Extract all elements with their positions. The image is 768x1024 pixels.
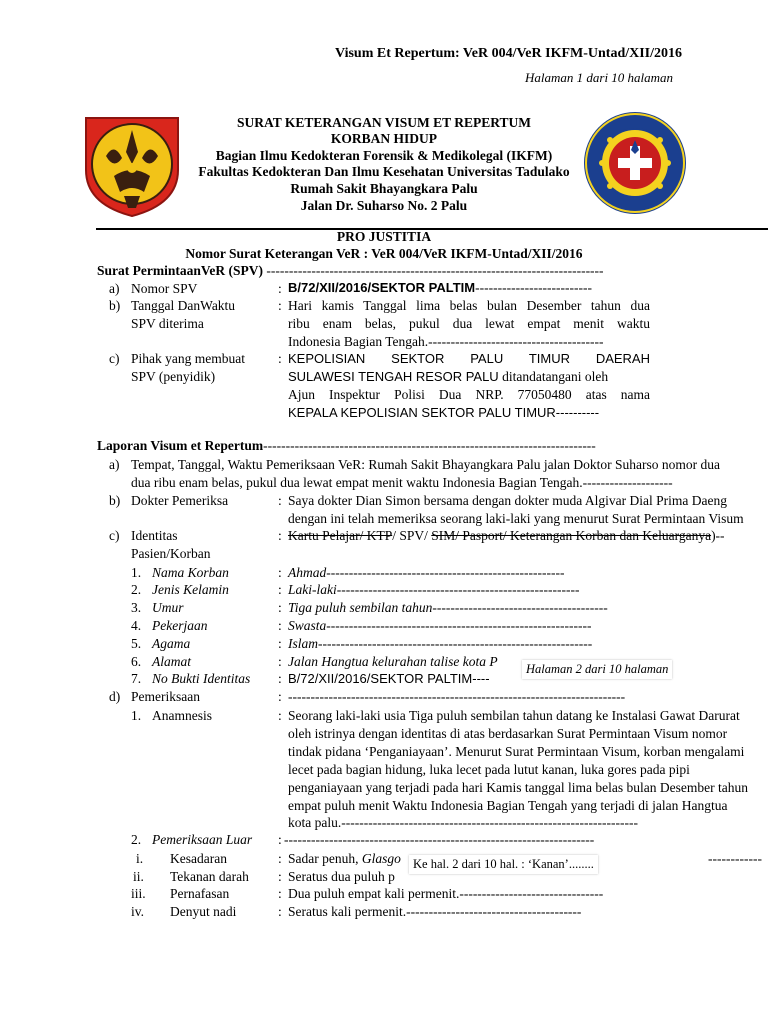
lap-a-line2: dua ribu enam belas, pukul dua lewat empat menit waktu Indonesia Bagian Tengah.-------------------- <box>131 475 673 490</box>
vital-num: iv. <box>131 904 144 919</box>
anamnesis-line: lecet pada bagian hidung, luka lecet pada lutut kanan, luka gores pada pipi <box>288 762 690 777</box>
lap-c-label2: Pasien/Korban <box>131 546 211 561</box>
id-num: 4. <box>131 618 142 633</box>
anamnesis-line: Seorang laki-laki usia Tiga puluh sembilan tahun datang ke Instalasi Gawat Darurat <box>288 708 740 723</box>
id-value-nama: Ahmad----------------------------------------------------- <box>288 565 565 580</box>
lap-b-label: Dokter Pemeriksa <box>131 493 229 508</box>
anamnesis-num: 1. <box>131 708 142 723</box>
lap-a-marker: a) <box>109 457 120 472</box>
lap-b-marker: b) <box>109 493 121 508</box>
sep: : <box>278 904 282 919</box>
title-line6: Jalan Dr. Suharso No. 2 Palu <box>300 198 468 213</box>
sep: : <box>278 298 282 313</box>
vital-trailing-dashes: ------------ <box>708 851 762 866</box>
lap-d-marker: d) <box>109 689 121 704</box>
anamnesis-line: kota palu.------------------------------------------------------------------ <box>288 815 638 830</box>
visum-id: Visum Et Repertum: VeR 004/VeR IKFM-Untad/XII/2016 <box>335 46 683 61</box>
sep: : <box>278 600 282 615</box>
vital-num: ii. <box>133 869 144 884</box>
sep: : <box>278 851 282 866</box>
spv-b-label2: SPV diterima <box>131 316 204 331</box>
vital-value-tekanan: Seratus dua puluh p <box>288 869 395 884</box>
spv-a-value: B/72/XII/2016/SEKTOR PALTIM-------------------------- <box>288 280 593 295</box>
id-num: 3. <box>131 600 142 615</box>
title-line5: Rumah Sakit Bhayangkara Palu <box>290 181 478 196</box>
id-value-jenis: Laki-laki------------------------------------------------------ <box>288 582 580 597</box>
spv-b-line3: Indonesia Bagian Tengah.--------------------------------------- <box>288 334 604 349</box>
vital-label-nadi: Denyut nadi <box>170 904 237 919</box>
spv-b-line1: Hari kamis Tanggal lima belas bulan Desember tahun dua <box>288 298 650 313</box>
spv-b-label1: Tanggal DanWaktu <box>131 298 236 313</box>
lap-d-label: Pemeriksaan <box>131 689 200 704</box>
spv-c-line1: KEPOLISIAN SEKTOR PALU TIMUR DAERAH <box>288 351 650 366</box>
sep: : <box>278 869 282 884</box>
lap-c-marker: c) <box>109 528 120 543</box>
sep: : <box>278 528 282 543</box>
laporan-heading: Laporan Visum et Repertum-------------------------------------------------------------------------- <box>97 438 596 453</box>
sep: : <box>278 636 282 651</box>
lap-b-line1: Saya dokter Dian Simon bersama dengan dokter muda Algivar Dial Prima Daeng <box>288 493 728 508</box>
sep: : <box>278 708 282 723</box>
ref-tooltip: Ke hal. 2 dari 10 hal. : ‘Kanan’........ <box>409 855 598 874</box>
anamnesis-line: empat puluh menit Waktu Indonesia Bagian Tengah yang terjadi di jalan Hangtua <box>288 798 728 813</box>
id-label-bukti: No Bukti Identitas <box>152 671 251 686</box>
sep: : <box>278 832 282 847</box>
spv-c-label1: Pihak yang membuat <box>131 351 245 366</box>
anamnesis-line: oleh istrinya dengan identitas di atas berdasarkan Surat Permintaan Visum nomor <box>288 726 728 741</box>
lap-d-dashes: --------------------------------------------------------------------------- <box>288 689 626 704</box>
id-label-pekerjaan: Pekerjaan <box>152 618 208 633</box>
nomor-surat: Nomor Surat Keterangan VeR : VeR 004/VeR IKFM-Untad/XII/2016 <box>185 246 583 261</box>
vital-label-kesadaran: Kesadaran <box>170 851 227 866</box>
id-label-umur: Umur <box>152 600 184 615</box>
spv-heading: Surat PermintaanVeR (SPV) --------------------------------------------------------------------------- <box>97 263 604 278</box>
id-label-jenis: Jenis Kelamin <box>152 582 229 597</box>
title-line2: KORBAN HIDUP <box>330 131 438 146</box>
vital-value-kesadaran: Sadar penuh, Glasgo <box>288 851 401 866</box>
luar-dashes: --------------------------------------------------------------------- <box>284 832 595 847</box>
sep: : <box>278 582 282 597</box>
luar-label: Pemeriksaan Luar <box>152 832 253 847</box>
spv-b-line2: ribu enam belas, pukul dua lewat empat menit waktu <box>288 316 650 331</box>
spv-a-marker: a) <box>109 281 120 296</box>
pro-justitia: PRO JUSTITIA <box>336 229 432 244</box>
spv-c-line3: Ajun Inspektur Polisi Dua NRP. 77050480 atas nama <box>288 387 650 402</box>
anamnesis-line: tindak pidana ‘Penganiayaan’. Menurut Surat Permintaan Visum, korban mengalami <box>288 744 745 759</box>
id-label-alamat: Alamat <box>152 654 191 669</box>
sep: : <box>278 689 282 704</box>
id-value-bukti: B/72/XII/2016/SEKTOR PALTIM---- <box>288 671 490 686</box>
spv-c-line2: SULAWESI TENGAH RESOR PALU ditandatangani oleh <box>288 369 609 384</box>
sep: : <box>278 886 282 901</box>
sep: : <box>278 654 282 669</box>
id-value-pekerjaan: Swasta----------------------------------------------------------- <box>288 618 592 633</box>
sep: : <box>278 565 282 580</box>
lap-c-docs: Kartu Pelajar/ KTP/ SPV/ SIM/ Pasport/ Keterangan Korban dan Keluarganya)-- <box>288 528 725 543</box>
sep: : <box>278 493 282 508</box>
sep: : <box>278 618 282 633</box>
id-value-agama: Islam------------------------------------------------------------- <box>288 636 593 651</box>
sep: : <box>278 351 282 366</box>
id-num: 7. <box>131 671 142 686</box>
vital-value-pernafasan: Dua puluh empat kali permenit.-------------------------------- <box>288 886 604 901</box>
title-line1: SURAT KETERANGAN VISUM ET REPERTUM <box>236 115 532 130</box>
id-label-nama: Nama Korban <box>152 565 229 580</box>
id-value-alamat: Jalan Hangtua kelurahan talise kota P <box>288 654 498 669</box>
id-value-umur: Tiga puluh sembilan tahun--------------------------------------- <box>288 600 608 615</box>
page-info: Halaman 1 dari 10 halaman <box>525 70 674 85</box>
id-num: 1. <box>131 565 142 580</box>
id-num: 2. <box>131 582 142 597</box>
sep: : <box>278 671 282 686</box>
spv-c-marker: c) <box>109 351 120 366</box>
spv-c-label2: SPV (penyidik) <box>131 369 216 384</box>
vital-value-nadi: Seratus kali permenit.--------------------------------------- <box>288 904 582 919</box>
spv-a-label: Nomor SPV <box>131 281 198 296</box>
vital-num: iii. <box>131 886 146 901</box>
tadulako-logo-icon <box>78 112 186 218</box>
title-line3: Bagian Ilmu Kedokteran Forensik & Medikolegal (IKFM) <box>215 148 553 163</box>
page2-tooltip: Halaman 2 dari 10 halaman <box>522 660 672 679</box>
lap-b-line2: dengan ini telah memeriksa seorang laki-laki yang menurut Surat Permintaan Visum <box>288 511 744 526</box>
luar-num: 2. <box>131 832 142 847</box>
spv-b-marker: b) <box>109 298 121 313</box>
spv-c-line4: KEPALA KEPOLISIAN SEKTOR PALU TIMUR---------- <box>288 405 600 420</box>
lap-a-line1: Tempat, Tanggal, Waktu Pemeriksaan VeR: Rumah Sakit Bhayangkara Palu jalan Doktor Suharso nomor dua <box>131 457 721 472</box>
title-line4: Fakultas Kedokteran Dan Ilmu Kesehatan Universitas Tadulako <box>198 164 570 179</box>
anamnesis-line: penganiayaan yang terjadi pada hari Kamis tanggal lima belas bulan Desember tahun <box>288 780 748 795</box>
id-num: 6. <box>131 654 142 669</box>
vital-label-tekanan: Tekanan darah <box>170 869 249 884</box>
sep: : <box>278 281 282 296</box>
vital-num: i. <box>136 851 144 866</box>
id-label-agama: Agama <box>152 636 191 651</box>
id-num: 5. <box>131 636 142 651</box>
bhayangkara-hospital-seal-icon <box>582 110 688 216</box>
anamnesis-label: Anamnesis <box>152 708 212 723</box>
lap-c-label1: Identitas <box>131 528 178 543</box>
vital-label-pernafasan: Pernafasan <box>170 886 230 901</box>
